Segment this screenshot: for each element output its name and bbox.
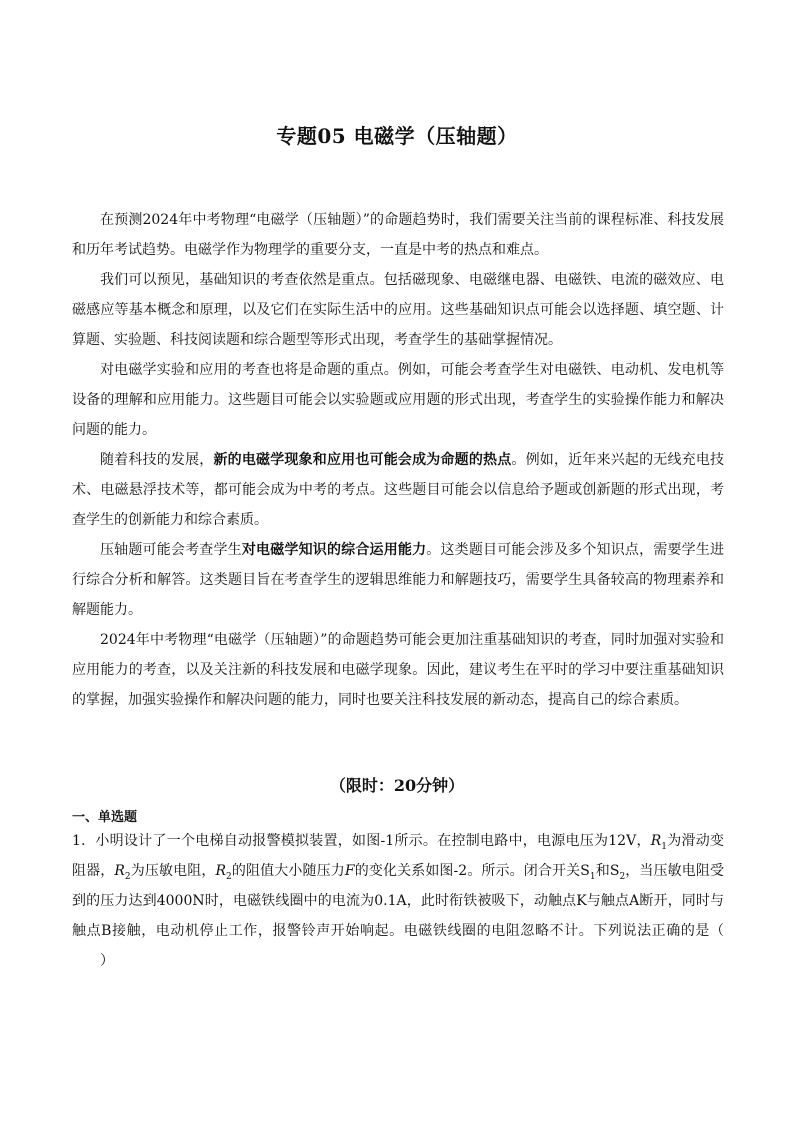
paragraph-text: 。这类题目可能会涉及多个知识点，需要学生进行综合分析和解答。这类题目旨在考查学生的逻辑思维能力和解题技巧，需要学生具备较高的物理素养和解题能力。: [72, 542, 725, 618]
question-text: 为滑动变阻器，: [72, 833, 725, 879]
section-heading: 一、单选题: [72, 810, 138, 825]
variable-r2: R: [215, 863, 227, 879]
question-text: 的变化关系如图-2。所示。闭合开关S: [354, 863, 590, 879]
intro-section: [72, 205, 724, 715]
question-1: [72, 826, 724, 976]
variable-r2: R: [114, 863, 125, 879]
subscript: 2: [226, 871, 232, 882]
intro-paragraph-6: 2024年中考物理“电磁学（压轴题）”的命题趋势可能会更加注重基础知识的考查，同时加强对实验和应用能力的考查，以及关注新的科技发展和电磁学现象。因此，建议考生在平时的学习中要注重基础知识的掌握，加强实验操作和解决问题的能力，同时也要关注科技发展的新动态，提高自己的综合素质。: [72, 632, 724, 708]
variable-f: F: [344, 863, 355, 879]
paragraph-text: 压轴题可能会考查学生: [100, 542, 242, 558]
time-limit: （限时：20分钟）: [329, 776, 465, 795]
intro-paragraph-3: 对电磁学实验和应用的考查也将是命题的重点。例如，可能会考查学生对电磁铁、电动机、发电机等设备的理解和应用能力。这些题目可能会以实验题或应用题的形式出现，考查学生的实验操作能力和解决问题的能力。: [72, 362, 724, 438]
subscript: 1: [589, 871, 596, 882]
question-text: 和S: [595, 863, 620, 879]
question-text: 的阻值大小随压力: [231, 863, 345, 879]
intro-paragraph-1: 在预测2024年中考物理“电磁学（压轴题）”的命题趋势时，我们需要关注当前的课程标准、科技发展和历年考试趋势。电磁学作为物理学的重要分支，一直是中考的热点和难点。: [72, 212, 724, 258]
question-1-stem: [72, 826, 724, 976]
paragraph-text: 。例如，近年来兴起的无线充电技术、电磁悬浮技术等，都可能会成为中考的考点。这些题目可能会以信息给予题或创新题的形式出现，考查学生的创新能力和综合素质。: [72, 452, 725, 528]
question-text: 1．小明设计了一个电梯自动报警模拟装置，如图-1所示。在控制电路中，电源电压为12V，: [72, 833, 651, 849]
intro-paragraph-4: [72, 445, 724, 535]
intro-paragraph-2: 我们可以预见，基础知识的考查依然是重点。包括磁现象、电磁继电器、电磁铁、电流的磁效应、电磁感应等基本概念和原理，以及它们在实际生活中的应用。这些基础知识点可能会以选择题、填空题、计算题、实验题、科技阅读题和综合题型等形式出现，考查学生的基础掌握情况。: [72, 272, 724, 348]
variable-r1: R: [650, 833, 662, 849]
paragraph-text: 随着科技的发展，: [100, 452, 214, 468]
question-text: ，当压敏电阻受到的压力达到4000N时，电磁铁线圈中的电流为0.1A，此时衔铁被吸下，动触点K与触点A断开，同时与触点B接触，电动机停止工作，报警铃声开始响起。电磁铁线圈的电阻忽略不计。下列说法正确的是（: [72, 863, 725, 939]
subscript: 2: [124, 871, 131, 882]
emphasis-text: 新的电磁学现象和应用也可能会成为命题的热点: [213, 452, 512, 468]
page-title: 专题05 电磁学（压轴题）: [276, 124, 518, 148]
question-text: ）: [100, 953, 114, 969]
subscript: 2: [619, 871, 626, 882]
intro-paragraph-5: [72, 535, 724, 625]
subscript: 1: [661, 841, 667, 852]
question-text: 为压敏电阻，: [130, 863, 216, 879]
emphasis-text: 对电磁学知识的综合运用能力: [241, 542, 427, 558]
